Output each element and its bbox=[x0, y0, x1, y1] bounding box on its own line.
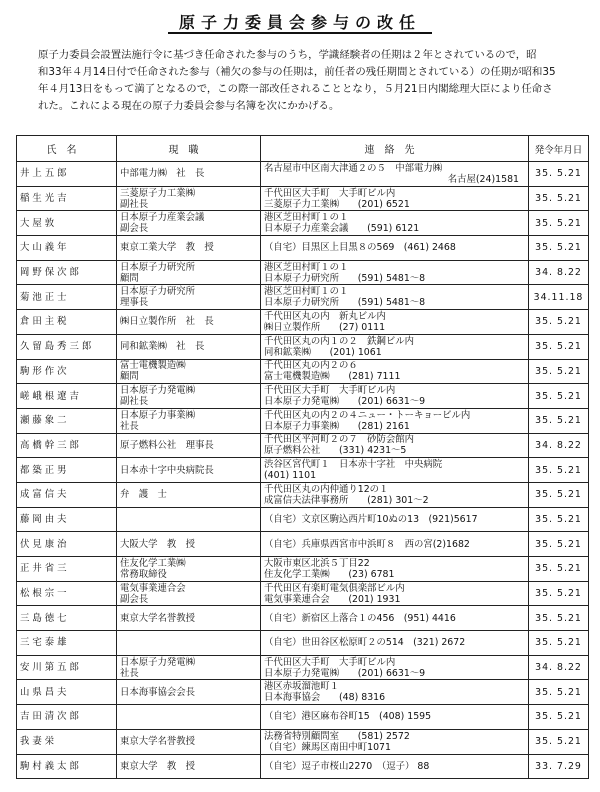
contact-line: 名古屋(24)1581 bbox=[447, 173, 519, 185]
contact-line: （自宅）兵庫県西宮市中浜町８ 西の宮(2)1682 bbox=[264, 538, 470, 550]
contact-line: 日本原子力事業㈱ (281) 2161 bbox=[264, 420, 410, 432]
appointment-date: 35. 5.21 bbox=[529, 680, 589, 705]
contact-line: 富士電機製造㈱ (281) 7111 bbox=[264, 371, 401, 383]
contact-line: 三菱原子力工業㈱ (201) 6521 bbox=[264, 198, 410, 210]
advisor-contact bbox=[261, 581, 529, 606]
contact-line: 同和鉱業㈱ (201) 1061 bbox=[264, 346, 382, 358]
position-line: 電気事業連合会 bbox=[120, 582, 186, 594]
advisor-contact bbox=[261, 359, 529, 384]
position-line: 社長 bbox=[120, 667, 139, 679]
appointment-date: 35. 5.21 bbox=[529, 532, 589, 557]
contact-line: 日本原子力発電㈱ (201) 6631～9 bbox=[264, 667, 426, 679]
advisors-table bbox=[16, 135, 589, 779]
contact-line: 千代田区有楽町電気俱楽部ビル内 bbox=[264, 582, 405, 594]
advisor-contact bbox=[261, 260, 529, 285]
header-contact: 連絡先 bbox=[261, 136, 529, 162]
position-line: 大阪大学 教 授 bbox=[120, 538, 196, 550]
table-row bbox=[17, 211, 589, 236]
appointment-date: 34. 8.22 bbox=[529, 655, 589, 680]
advisor-name: 都築正男 bbox=[17, 458, 117, 483]
contact-line: （自宅）練馬区南田中町1071 bbox=[264, 741, 391, 753]
position-line: 東京大学 教 授 bbox=[120, 760, 196, 772]
appointment-date: 35. 5.21 bbox=[529, 359, 589, 384]
appointment-date: 34. 8.22 bbox=[529, 260, 589, 285]
advisor-position bbox=[117, 729, 261, 754]
appointment-date: 35. 5.21 bbox=[529, 631, 589, 656]
contact-line: 千代田区大手町 大手町ビル内 bbox=[264, 187, 396, 199]
advisor-contact bbox=[261, 334, 529, 359]
position-line: 日本原子力事業㈱ bbox=[120, 409, 196, 421]
table-row bbox=[17, 557, 589, 582]
table-row bbox=[17, 705, 589, 730]
table-row bbox=[17, 655, 589, 680]
table-row bbox=[17, 754, 589, 779]
position-line: 原子燃料公社 理事長 bbox=[120, 439, 214, 451]
advisor-contact bbox=[261, 532, 529, 557]
advisor-position bbox=[117, 384, 261, 409]
advisor-contact bbox=[261, 162, 529, 187]
contact-line: （自宅）逗子市桜山2270 （逗子） 88 bbox=[264, 760, 430, 772]
position-line: 日本原子力産業会議 bbox=[120, 212, 205, 224]
contact-line: 千代田区丸の内２の６ bbox=[264, 360, 358, 372]
table-row bbox=[17, 359, 589, 384]
contact-line: 千代田区大手町 大手町ビル内 bbox=[264, 656, 396, 668]
contact-line: （自宅）新宿区上落合１の456 (951) 4416 bbox=[264, 612, 456, 624]
contact-line: 港区芝田村町１の１ bbox=[264, 286, 349, 298]
advisor-contact bbox=[261, 482, 529, 507]
advisor-name: 山県昌夫 bbox=[17, 680, 117, 705]
advisor-name: 高橋幹三郎 bbox=[17, 433, 117, 458]
advisor-position bbox=[117, 433, 261, 458]
table-row bbox=[17, 581, 589, 606]
position-line: 社長 bbox=[120, 420, 139, 432]
contact-line: 日本原子力産業会議 (591) 6121 bbox=[264, 223, 420, 235]
contact-line: 千代田区丸の内１の２ 鉄鋼ビル内 bbox=[264, 335, 415, 347]
position-line: 日本赤十字中央病院長 bbox=[120, 464, 214, 476]
advisor-position bbox=[117, 705, 261, 730]
position-line: 理事長 bbox=[120, 297, 149, 309]
advisor-position bbox=[117, 285, 261, 310]
advisor-contact bbox=[261, 729, 529, 754]
advisor-name: 菊池正士 bbox=[17, 285, 117, 310]
table-row bbox=[17, 433, 589, 458]
table-row bbox=[17, 186, 589, 211]
position-line: 常務取締役 bbox=[120, 568, 167, 580]
advisor-name: 井上五郎 bbox=[17, 162, 117, 187]
advisor-position bbox=[117, 482, 261, 507]
appointment-date: 35. 5.21 bbox=[529, 557, 589, 582]
advisor-contact bbox=[261, 754, 529, 779]
contact-line: 名古屋市中区南大津通２の５ 中部電力㈱ bbox=[264, 162, 443, 174]
position-line: 同和鉱業㈱ 社 長 bbox=[120, 341, 205, 353]
page-title: 原子力委員会参与の改任 bbox=[178, 13, 421, 32]
position-line: 弁 護 士 bbox=[120, 489, 167, 501]
advisor-name: 岡野保次郎 bbox=[17, 260, 117, 285]
contact-line: （自宅）港区麻布谷町15 (408) 1595 bbox=[264, 711, 432, 723]
appointment-date: 35. 5.21 bbox=[529, 606, 589, 631]
table-row bbox=[17, 532, 589, 557]
table-row bbox=[17, 729, 589, 754]
advisor-contact bbox=[261, 433, 529, 458]
advisor-position bbox=[117, 334, 261, 359]
advisor-contact bbox=[261, 285, 529, 310]
header-name: 氏名 bbox=[17, 136, 117, 162]
position-line: 顧問 bbox=[120, 272, 139, 284]
appointment-date: 35. 5.21 bbox=[529, 458, 589, 483]
advisor-name: 大山義年 bbox=[17, 236, 117, 261]
contact-line: 大阪市東区北浜５丁目22 bbox=[264, 557, 370, 569]
appointment-date: 35. 5.21 bbox=[529, 310, 589, 335]
contact-line: 港区芝田村町１の１ bbox=[264, 212, 349, 224]
contact-line: 千代田区丸の内２の４ニュー・トーキョービル内 bbox=[264, 409, 471, 421]
advisor-name: 我妻栄 bbox=[17, 729, 117, 754]
contact-line: 電気事業連合会 (201) 1931 bbox=[264, 593, 401, 605]
contact-line: 千代田区丸の内 新丸ビル内 bbox=[264, 310, 386, 322]
advisor-position bbox=[117, 458, 261, 483]
contact-line: 日本原子力研究所 (591) 5481～8 bbox=[264, 297, 426, 309]
advisor-contact bbox=[261, 236, 529, 261]
appointment-date: 34. 8.22 bbox=[529, 433, 589, 458]
position-line: ㈱日立製作所 社 長 bbox=[120, 316, 214, 328]
appointment-date: 35. 5.21 bbox=[529, 211, 589, 236]
advisor-contact bbox=[261, 680, 529, 705]
position-line: 東京工業大学 教 授 bbox=[120, 242, 214, 254]
advisor-name: 正井省三 bbox=[17, 557, 117, 582]
intro-line: 年４月13日をもって満了となるので，この際一部改任されることとなり，５月21日内閣総理大臣により任命さ bbox=[38, 83, 553, 95]
position-line: 日本海事協会会長 bbox=[120, 686, 196, 698]
contact-line: 住友化学工業㈱ (23) 6781 bbox=[264, 568, 395, 580]
intro-line: 和33年４月14日付で任命された参与（補欠の参与の任期は，前任者の残任期間とされている）の任期が昭和35 bbox=[38, 66, 556, 78]
advisor-contact bbox=[261, 458, 529, 483]
advisor-name: 駒形作次 bbox=[17, 359, 117, 384]
position-line: 東京大学名誉教授 bbox=[120, 736, 196, 748]
advisor-position bbox=[117, 655, 261, 680]
advisor-contact bbox=[261, 186, 529, 211]
advisor-contact bbox=[261, 310, 529, 335]
advisor-position bbox=[117, 211, 261, 236]
appointment-date: 35. 5.21 bbox=[529, 482, 589, 507]
appointment-date: 35. 5.21 bbox=[529, 581, 589, 606]
advisor-name: 駒村義太郎 bbox=[17, 754, 117, 779]
advisor-position bbox=[117, 162, 261, 187]
table-header-row bbox=[17, 136, 589, 162]
advisor-name: 倉田主税 bbox=[17, 310, 117, 335]
table-row bbox=[17, 310, 589, 335]
table-row bbox=[17, 285, 589, 310]
table-row bbox=[17, 507, 589, 532]
advisor-contact bbox=[261, 557, 529, 582]
position-line: 中部電力㈱ 社 長 bbox=[120, 168, 205, 180]
advisor-name: 三宅泰雄 bbox=[17, 631, 117, 656]
contact-line: 日本海事協会 (48) 8316 bbox=[264, 692, 386, 704]
position-line: 三菱原子力工業㈱ bbox=[120, 187, 196, 199]
appointment-date: 34.11.18 bbox=[529, 285, 589, 310]
contact-line: 千代田区丸の内仲通り12の１ bbox=[264, 483, 389, 495]
appointment-date: 35. 5.21 bbox=[529, 236, 589, 261]
advisor-position bbox=[117, 557, 261, 582]
advisor-position bbox=[117, 236, 261, 261]
advisor-name: 瀬藤象二 bbox=[17, 408, 117, 433]
appointment-date: 35. 5.21 bbox=[529, 186, 589, 211]
intro-line: 原子力委員会設置法施行令に基づき任命された参与のうち，学識経験者の任期は２年とされているので，昭 bbox=[38, 49, 537, 61]
contact-line: 港区赤坂溜池町１ bbox=[264, 681, 340, 693]
advisor-position bbox=[117, 754, 261, 779]
contact-line: 法務省特別顧問室 (581) 2572 bbox=[264, 730, 410, 742]
table-row bbox=[17, 458, 589, 483]
contact-line: （自宅）目黒区上目黒８の569 (461) 2468 bbox=[264, 242, 456, 254]
advisor-contact bbox=[261, 408, 529, 433]
appointment-date: 35. 5.21 bbox=[529, 507, 589, 532]
appointment-date: 35. 5.21 bbox=[529, 705, 589, 730]
table-row bbox=[17, 384, 589, 409]
position-line: 副社長 bbox=[120, 198, 149, 210]
table-row bbox=[17, 162, 589, 187]
advisor-contact bbox=[261, 655, 529, 680]
contact-line: 千代田区大手町 大手町ビル内 bbox=[264, 385, 396, 397]
appointment-date: 35. 5.21 bbox=[529, 334, 589, 359]
appointment-date: 33. 7.29 bbox=[529, 754, 589, 779]
position-line: 東京大学名誉教授 bbox=[120, 612, 196, 624]
advisor-name: 成富信夫 bbox=[17, 482, 117, 507]
table-row bbox=[17, 631, 589, 656]
position-line: 日本原子力研究所 bbox=[120, 261, 196, 273]
appointment-date: 35. 5.21 bbox=[529, 162, 589, 187]
position-line: 住友化学工業㈱ bbox=[120, 557, 186, 569]
table-row bbox=[17, 236, 589, 261]
contact-line: （自宅）文京区駒込西片町10ぬの13 (921)5617 bbox=[264, 513, 478, 525]
advisor-name: 大屋敦 bbox=[17, 211, 117, 236]
advisor-name: 吉田清次郎 bbox=[17, 705, 117, 730]
contact-line: 原子燃料公社 (331) 4231～5 bbox=[264, 445, 407, 457]
header-position: 現職 bbox=[117, 136, 261, 162]
advisor-name: 藤岡由夫 bbox=[17, 507, 117, 532]
table-row bbox=[17, 260, 589, 285]
table-row bbox=[17, 482, 589, 507]
advisor-name: 伏見康治 bbox=[17, 532, 117, 557]
advisor-name: 安川第五郎 bbox=[17, 655, 117, 680]
advisor-contact bbox=[261, 384, 529, 409]
advisor-name: 嵯峨根遼吉 bbox=[17, 384, 117, 409]
contact-line: 渋谷区宮代町１ 日本赤十字社 中央病院 bbox=[264, 459, 443, 471]
intro-paragraph bbox=[38, 47, 586, 115]
contact-line: 日本原子力発電㈱ (201) 6631～9 bbox=[264, 396, 426, 408]
appointment-date: 35. 5.21 bbox=[529, 384, 589, 409]
table-body bbox=[17, 162, 589, 779]
advisor-name: 松根宗一 bbox=[17, 581, 117, 606]
advisor-name: 稲生光吉 bbox=[17, 186, 117, 211]
contact-line: 千代田区平河町２の７ 砂防会館内 bbox=[264, 434, 415, 446]
intro-line: れた。これによる現在の原子力委員会参与名簿を次にかかげる。 bbox=[38, 100, 340, 112]
contact-line: （自宅）世田谷区松原町２の514 (321) 2672 bbox=[264, 637, 466, 649]
position-line: 副社長 bbox=[120, 396, 149, 408]
position-line: 日本原子力発電㈱ bbox=[120, 656, 196, 668]
advisor-name: 三島徳七 bbox=[17, 606, 117, 631]
advisor-contact bbox=[261, 606, 529, 631]
position-line: 日本原子力研究所 bbox=[120, 286, 196, 298]
position-line: 日本原子力発電㈱ bbox=[120, 385, 196, 397]
advisor-contact bbox=[261, 705, 529, 730]
advisor-name: 久留島秀三郎 bbox=[17, 334, 117, 359]
contact-line: 港区芝田村町１の１ bbox=[264, 261, 349, 273]
advisor-position bbox=[117, 507, 261, 532]
contact-line: 日本原子力研究所 (591) 5481～8 bbox=[264, 272, 426, 284]
contact-line: ㈱日立製作所 (27) 0111 bbox=[264, 321, 386, 333]
advisor-contact bbox=[261, 507, 529, 532]
position-line: 副会長 bbox=[120, 223, 149, 235]
position-line: 富士電機製造㈱ bbox=[120, 360, 186, 372]
header-appointment-date: 発令年月日 bbox=[529, 136, 589, 162]
table-row bbox=[17, 334, 589, 359]
title-underline bbox=[168, 32, 432, 34]
table-row bbox=[17, 606, 589, 631]
table-row bbox=[17, 680, 589, 705]
contact-line: (401) 1101 bbox=[264, 470, 317, 482]
advisor-position bbox=[117, 631, 261, 656]
position-line: 副会長 bbox=[120, 593, 149, 605]
advisor-position bbox=[117, 532, 261, 557]
appointment-date: 35. 5.21 bbox=[529, 729, 589, 754]
advisor-position bbox=[117, 581, 261, 606]
appointment-date: 35. 5.21 bbox=[529, 408, 589, 433]
position-line: 顧問 bbox=[120, 371, 139, 383]
advisor-position bbox=[117, 260, 261, 285]
contact-line: 成富信夫法律事務所 (281) 301～2 bbox=[264, 494, 429, 506]
advisor-position bbox=[117, 359, 261, 384]
advisor-position bbox=[117, 310, 261, 335]
advisor-contact bbox=[261, 631, 529, 656]
advisor-contact bbox=[261, 211, 529, 236]
advisor-position bbox=[117, 186, 261, 211]
advisor-position bbox=[117, 680, 261, 705]
table-row bbox=[17, 408, 589, 433]
advisor-position bbox=[117, 408, 261, 433]
advisor-position bbox=[117, 606, 261, 631]
